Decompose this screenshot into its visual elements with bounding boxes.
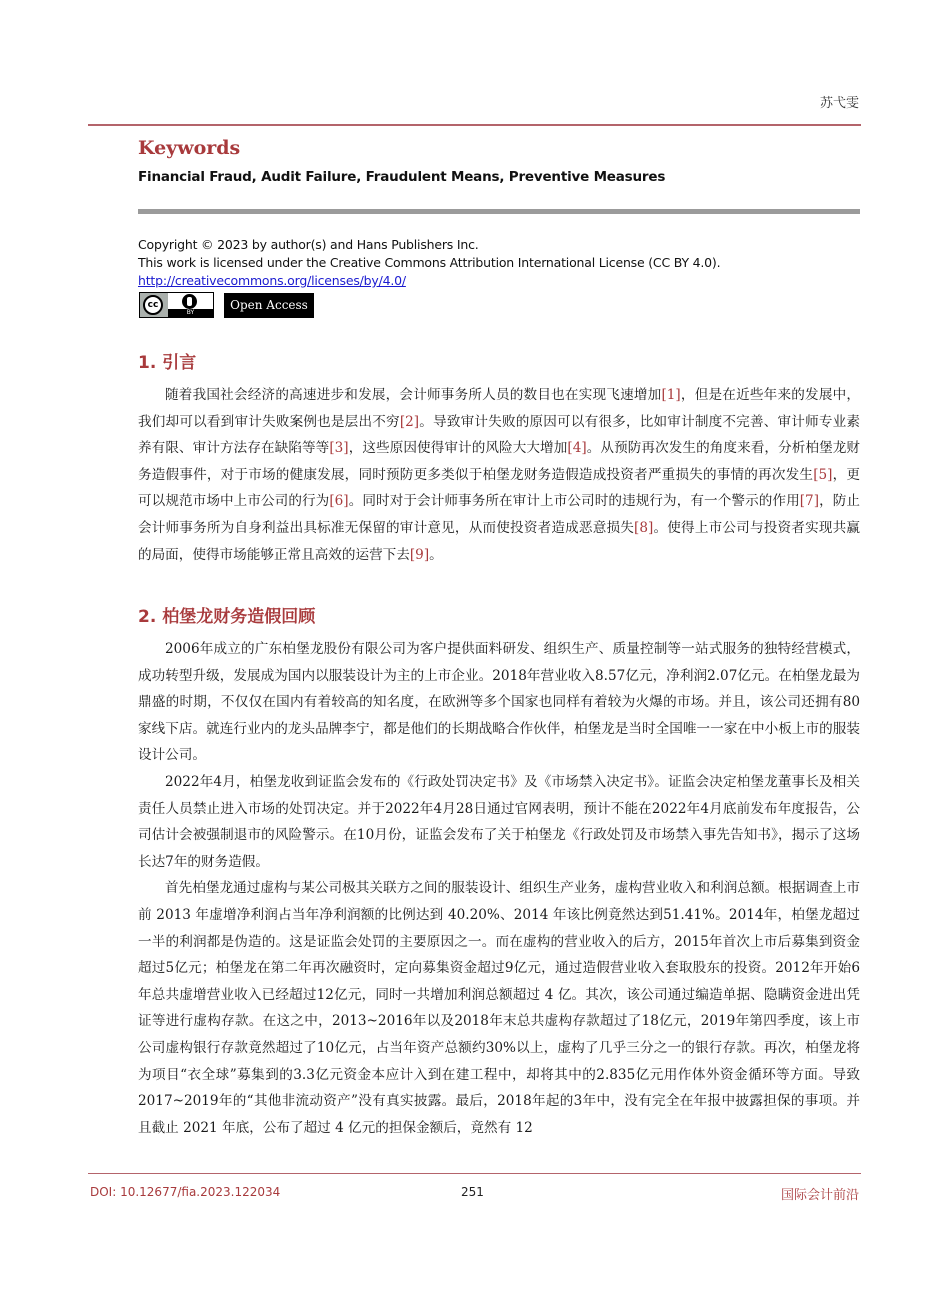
paragraph-text: 。使得上市公司与投资者实现共赢的局面，使得市场能够正常且高效的运营下去 [138, 519, 860, 563]
keywords-title: Keywords [138, 137, 241, 159]
header-rule [88, 124, 861, 126]
header-author: 苏弋雯 [819, 96, 859, 111]
paragraph-text: 。同时对于会计师事务所在审计上市公司时的违规行为，有一个警示的作用 [348, 493, 800, 510]
footer-doi: DOI: 10.12677/fia.2023.122034 [90, 1185, 281, 1199]
keywords-divider [138, 209, 860, 214]
keywords-text: Financial Fraud, Audit Failure, Fraudulent Means, Preventive Measures [138, 169, 666, 185]
section-1-heading: 1. 引言 [138, 353, 197, 373]
citation-link[interactable]: [7] [799, 493, 820, 510]
paragraph-text: 。从预防再次发生的角度来看，分析柏堡龙财务造假事件，对于市场的健康发展，同时预防更多类似于柏堡龙财务造假造成投资者严重损失的事情的再次发生 [138, 440, 861, 483]
section-2-heading: 2. 柏堡龙财务造假回顾 [138, 607, 316, 627]
section-1-paragraph [138, 382, 860, 568]
paragraph-text: ，这些原因使得审计的风险大大增加 [348, 440, 568, 457]
footer-journal: 国际会计前沿 [780, 1188, 859, 1203]
footer-rule [88, 1173, 861, 1174]
citation-link[interactable]: [1] [661, 387, 681, 403]
paragraph-text: ，但是在近些年来的发展中，我们却可以看到审计失败案例也是层出不穷 [138, 387, 861, 430]
license-link[interactable]: http://creativecommons.org/licenses/by/4.0/ [138, 273, 406, 288]
by-person-icon [168, 293, 213, 310]
section-2-paragraph-3: 首先柏堡龙通过虚构与某公司极其关联方之间的服装设计、组织生产业务，虚构营业收入和利润总额。根据调查上市前 2013 年虚增净利润占当年净利润额的比例达到 40.20%、2014 年该比例竟然达到51.41%。2014年，柏堡龙超过一半的利润都是伪造的。这是证监会处罚的主要原因之一。而在虚构的营业收入的后方，2015年首次上市后募集到资金超过5亿元；柏堡龙在第二年再次融资时，定向募集资金超过9亿元，通过造假营业收入套取股东的投资。2012年开始6年总共虚增营业收入已经超过12亿元，同时一共增加利润总额超过 4 亿。其次，该公司通过编造单据、隐瞒资金进出凭证等进行虚构存款。在这之中，2013~2016年以及2018年末总共虚构存款超过了18亿元，2019年第四季度，该上市公司虚构银行存款竟然超过了10亿元，占当年资产总额约30%以上，虚构了几乎三分之一的银行存款。再次，柏堡龙将为项目“衣全球”募集到的3.3亿元资金本应计入到在建工程中，却将其中的2.835亿元用作体外资金循环等方面。导致2017~2019年的“其他非流动资产”没有真实披露。最后，2018年起的3年中，没有完全在年报中披露担保的事项。并且截止 2021 年底，公布了超过 4 亿元的担保金额后，竟然有 12 [138, 880, 860, 1136]
paragraph-text: 随着我国社会经济的高速进步和发展，会计师事务所人员的数目也在实现飞速增加 [165, 387, 662, 403]
citation-link[interactable]: [5] [813, 466, 833, 483]
open-access-badge[interactable]: Open Access [224, 293, 314, 318]
cc-by-badge[interactable] [139, 292, 214, 318]
citation-link[interactable]: [3] [329, 440, 349, 457]
paragraph-text: 。 [429, 546, 443, 563]
paragraph-text: 。导致审计失败的原因可以有很多，比如审计制度不完善、审计师专业素养有限、审计方法存在缺陷等等 [138, 413, 861, 457]
citation-link[interactable]: [8] [634, 519, 654, 536]
footer-page-number: 251 [461, 1185, 484, 1199]
citation-link[interactable]: [2] [399, 413, 420, 430]
copyright-block [138, 236, 720, 290]
by-label: BY [168, 309, 213, 317]
citation-link[interactable]: [4] [567, 440, 587, 457]
paragraph-text: ，防止会计师事务所为自身利益出具标准无保留的审计意见，从而使投资者造成恶意损失 [138, 493, 861, 536]
section-1-body [138, 382, 860, 568]
citation-link[interactable]: [9] [409, 546, 430, 563]
citation-link[interactable]: [6] [329, 493, 349, 510]
section-2-body [138, 636, 860, 1141]
cc-icon: cc [143, 295, 163, 315]
section-2-paragraph-2: 2022年4月，柏堡龙收到证监会发布的《行政处罚决定书》及《市场禁入决定书》。证监会决定柏堡龙董事长及相关责任人员禁止进入市场的处罚决定。并于2022年4月28日通过官网表明，预计不能在2022年4月底前发布年度报告，公司估计会被强制退市的风险警示。在10月份，证监会发布了关于柏堡龙《行政处罚及市场禁入事先告知书》，揭示了这场长达7年的财务造假。 [138, 773, 860, 870]
paragraph-text: ，更可以规范市场中上市公司的行为 [138, 466, 861, 510]
license-line: This work is licensed under the Creative Commons Attribution International License (CC BY 4.0). [138, 255, 721, 270]
copyright-line: Copyright © 2023 by author(s) and Hans Publishers Inc. [138, 237, 479, 252]
section-2-paragraph-1: 2006年成立的广东柏堡龙股份有限公司为客户提供面料研发、组织生产、质量控制等一站式服务的独特经营模式，成功转型升级，发展成为国内以服装设计为主的上市企业。2018年营业收入8.57亿元，净利润2.07亿元。在柏堡龙最为鼎盛的时期，不仅仅在国内有着较高的知名度，在欧洲等多个国家也同样有着较为火爆的市场。并且，该公司还拥有80家线下店。就连行业内的龙头品牌李宁，都是他们的长期战略合作伙伴，柏堡龙是当时全国唯一一家在中小板上市的服装设计公司。 [138, 641, 860, 764]
